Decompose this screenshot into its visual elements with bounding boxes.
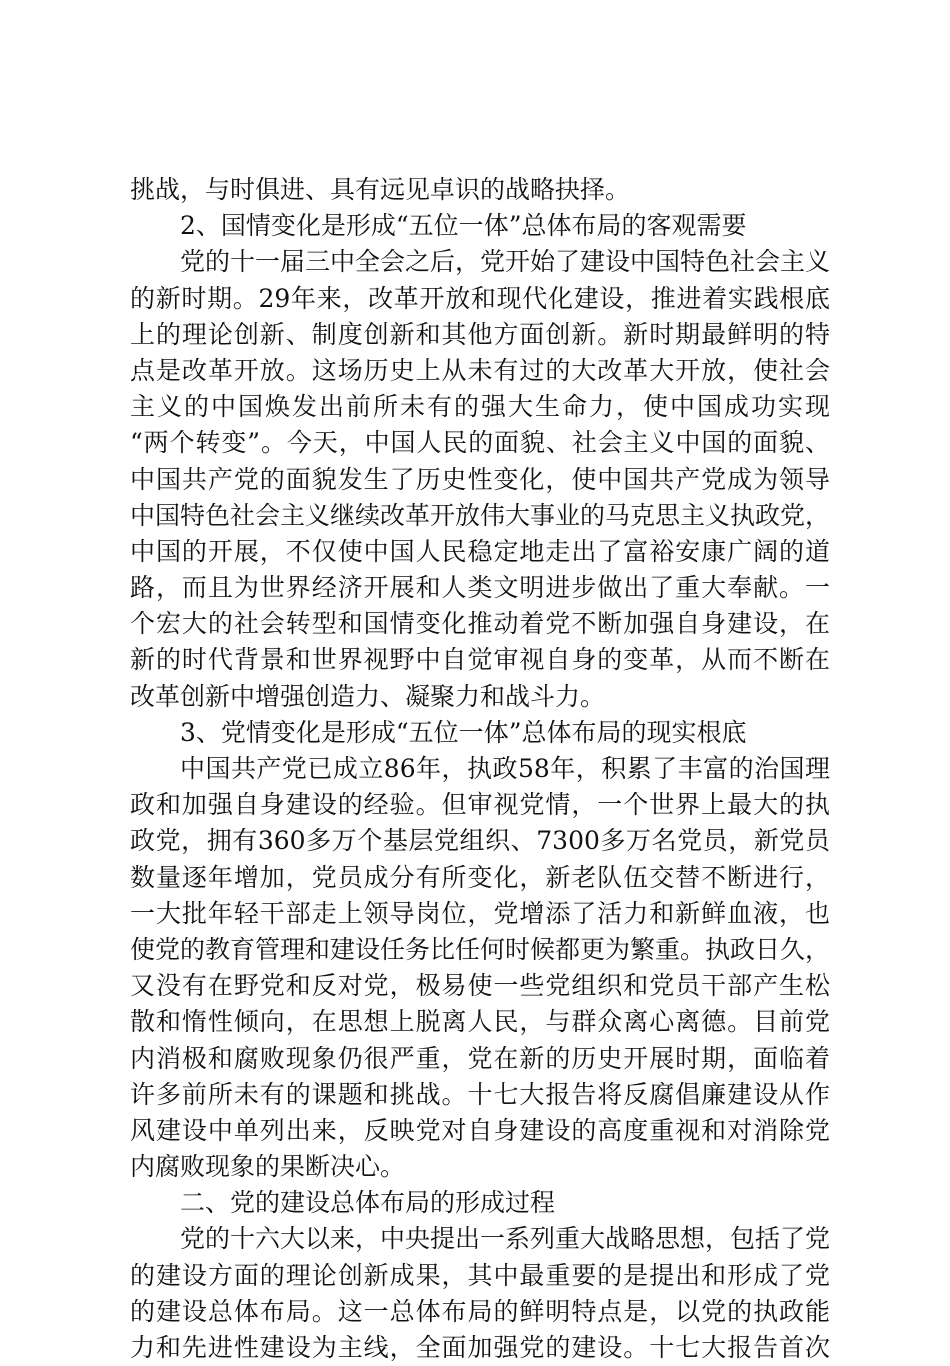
text-line: 2、国情变化是形成“五位一体”总体布局的客观需要 xyxy=(180,211,747,241)
text-line: 路，而且为世界经济开展和人类文明进步做出了重大奉献。一 xyxy=(130,573,830,603)
text-line: 中国的开展，不仅使中国人民稳定地走出了富裕安康广阔的道 xyxy=(130,536,830,566)
text-line: 政和加强自身建设的经验。但审视党情，一个世界上最大的执 xyxy=(130,790,830,820)
text-line: 挑战，与时俱进、具有远见卓识的战略抉择。 xyxy=(130,175,631,204)
text-line: 又没有在野党和反对党，极易使一些党组织和党员干部产生松 xyxy=(130,971,830,1001)
text-line: 一大批年轻干部走上领导岗位，党增添了活力和新鲜血液，也 xyxy=(130,898,830,928)
text-line: 的建设方面的理论创新成果，其中最重要的是提出和形成了党 xyxy=(130,1260,830,1290)
text-line: 二、党的建设总体布局的形成过程 xyxy=(180,1188,556,1218)
text-line: 内消极和腐败现象仍很严重，党在新的历史开展时期，面临着 xyxy=(130,1043,830,1073)
text-line: 上的理论创新、制度创新和其他方面创新。新时期最鲜明的特 xyxy=(130,319,830,349)
text-line: 中国特色社会主义继续改革开放伟大事业的马克思主义执政党， xyxy=(130,500,831,530)
body-text xyxy=(130,172,830,1366)
text-line: 党的十一届三中全会之后，党开始了建设中国特色社会主义 xyxy=(180,247,831,277)
text-line: 力和先进性建设为主线，全面加强党的建设。十七大报告首次 xyxy=(130,1333,830,1362)
text-line: 3、党情变化是形成“五位一体”总体布局的现实根底 xyxy=(180,717,747,747)
text-line: 的建设总体布局。这一总体布局的鲜明特点是，以党的执政能 xyxy=(130,1296,830,1326)
text-line: 中国共产党的面貌发生了历史性变化，使中国共产党成为领导 xyxy=(130,464,830,494)
text-line: 的新时期。29年来，改革开放和现代化建设，推进着实践根底 xyxy=(130,283,830,313)
text-line: 新的时代背景和世界视野中自觉审视自身的变革，从而不断在 xyxy=(130,645,830,675)
text-line: 散和惰性倾向，在思想上脱离人民，与群众离心离德。目前党 xyxy=(130,1007,830,1037)
text-line: 中国共产党已成立86年，执政58年，积累了丰富的治国理 xyxy=(180,754,830,783)
text-line: “两个转变”。今天，中国人民的面貌、社会主义中国的面貌、 xyxy=(130,428,830,458)
text-line: 数量逐年增加，党员成分有所变化，新老队伍交替不断进行， xyxy=(130,862,830,892)
text-line: 政党，拥有360多万个基层党组织、7300多万名党员，新党员 xyxy=(130,826,830,856)
text-line: 许多前所未有的课题和挑战。十七大报告将反腐倡廉建设从作 xyxy=(130,1079,830,1109)
text-line: 风建设中单列出来，反映党对自身建设的高度重视和对消除党 xyxy=(130,1115,830,1145)
text-line: 内腐败现象的果断决心。 xyxy=(130,1152,406,1182)
text-line: 使党的教育管理和建设任务比任何时候都更为繁重。执政日久， xyxy=(130,934,831,964)
text-line: 点是改革开放。这场历史上从未有过的大改革大开放，使社会 xyxy=(130,355,830,385)
text-line: 个宏大的社会转型和国情变化推动着党不断加强自身建设，在 xyxy=(130,609,830,639)
text-line: 主义的中国焕发出前所未有的强大生命力，使中国成功实现 xyxy=(130,392,830,422)
text-line: 改革创新中增强创造力、凝聚力和战斗力。 xyxy=(130,681,606,711)
text-line: 党的十六大以来，中央提出一系列重大战略思想，包括了党 xyxy=(180,1224,831,1254)
